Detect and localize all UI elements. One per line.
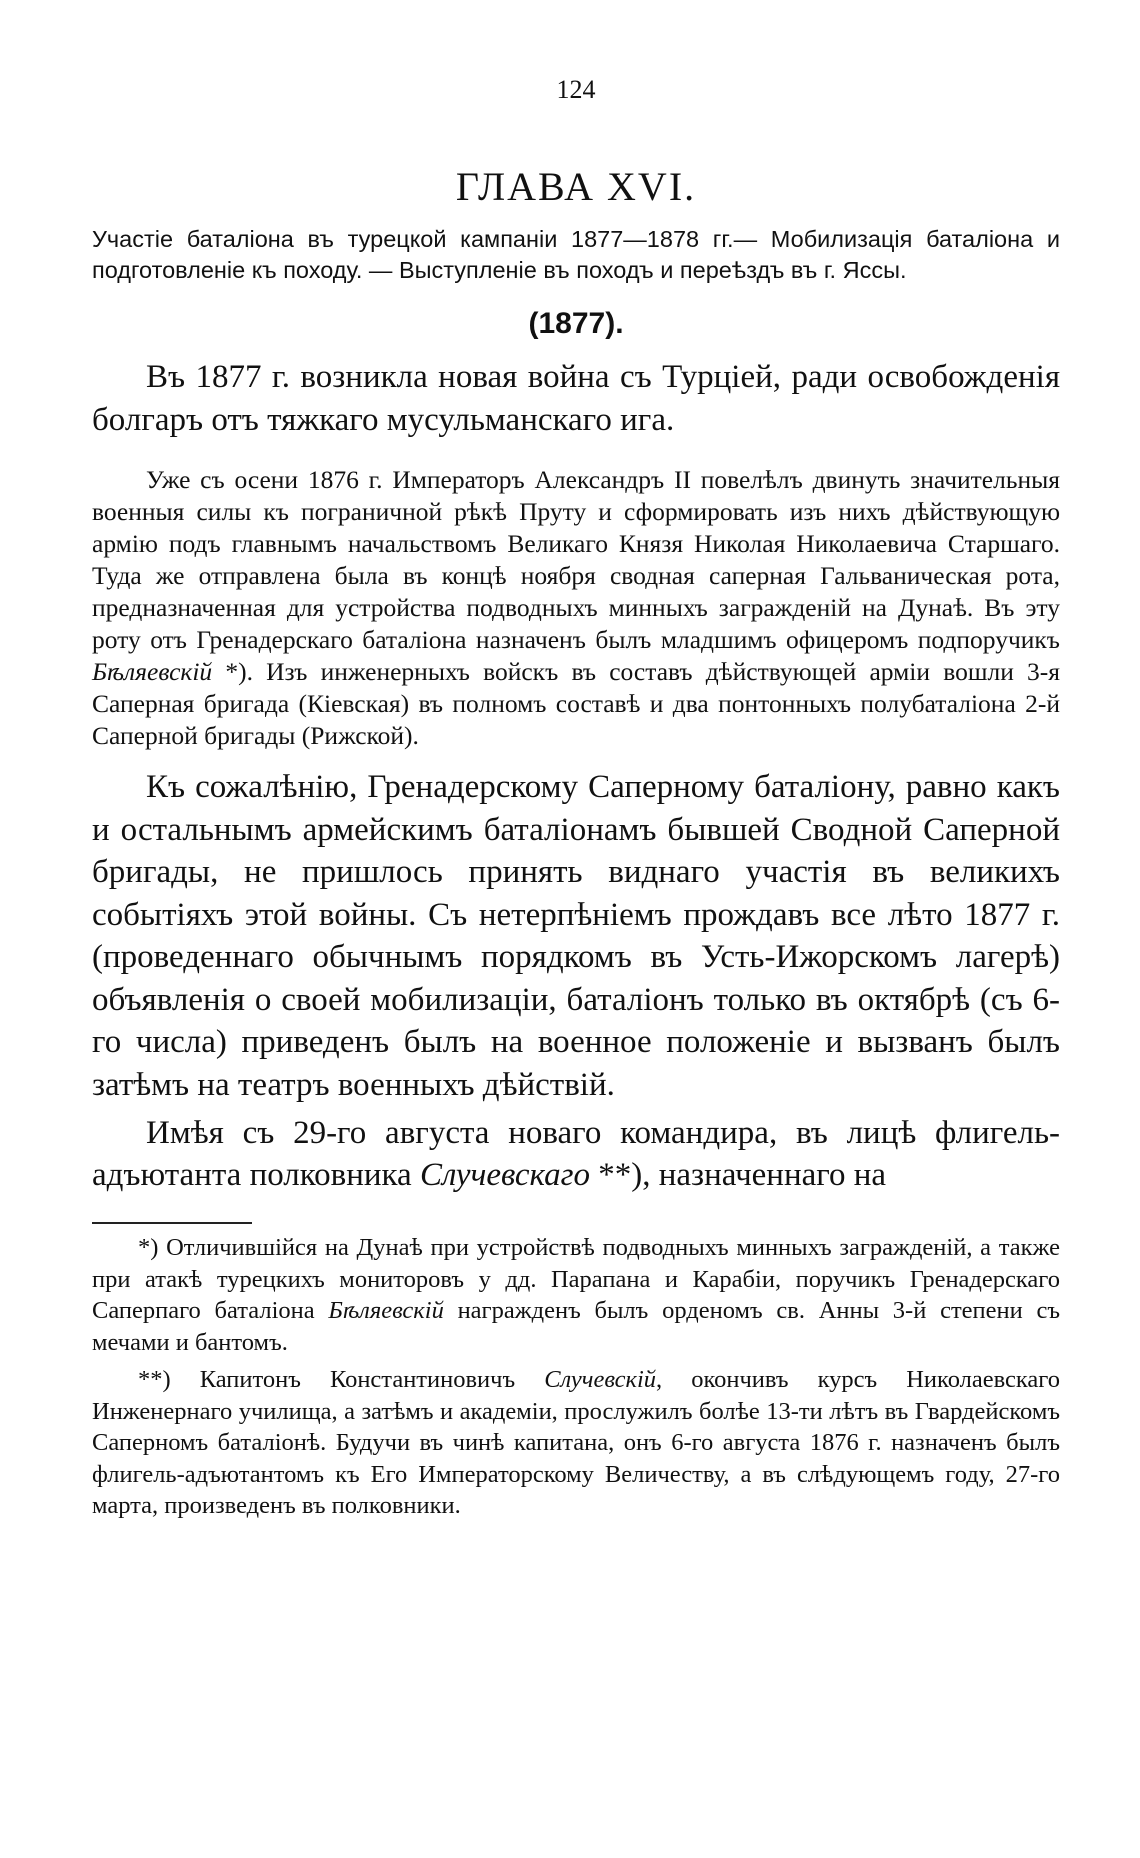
footnote-2	[92, 1364, 1060, 1522]
footnote-1-name: Бѣляевскій	[328, 1297, 444, 1324]
paragraph-4	[92, 1112, 1060, 1196]
chapter-subtitle: Участіе баталіона въ турецкой кампаніи 1877—1878 гг.— Мобилизація баталіона и подготовленіе къ походу. — Выступленіе въ походъ и переѣздъ въ г. Яссы.	[92, 226, 1060, 283]
paragraph-4-text-end: **), назначеннаго на	[590, 1157, 887, 1193]
year-heading: (1877).	[528, 307, 624, 340]
paragraph-2-text: Уже съ осени 1876 г. Императоръ Александръ II повелѣлъ двинуть значительныя военныя силы къ пограничной рѣкѣ Пруту и сформировать изъ нихъ дѣйствующую армію подъ главнымъ начальствомъ Великаго Князя Николая Николаевича Старшаго. Туда же отправлена была въ концѣ ноября сводная саперная Гальваническая рота, предназначенная для устройства подводныхъ минныхъ загражденій на Дунаѣ. Въ эту роту отъ Гренадерскаго баталіона назначенъ былъ младшимъ офицеромъ подпоручикъ	[92, 465, 1060, 654]
footnote-2-text-end: , окончивъ курсъ Николаевскаго Инженернаго училища, а затѣмъ и академіи, прослужилъ болѣе 13-ти лѣтъ въ Гвардейскомъ Саперномъ баталіонѣ. Будучи въ чинѣ капитана, онъ 6-го августа 1876 г. назначенъ былъ флигель-адъютантомъ къ Его Императорскому Величеству, а въ слѣдующемъ году, 27-го марта, произведенъ въ полковники.	[92, 1366, 1060, 1519]
paragraph-4-text: Имѣя съ 29-го августа новаго командира, въ лицѣ флигель-адъютанта полковника	[92, 1115, 1060, 1193]
footnote-1-text: *) Отличившійся на Дунаѣ при устройствѣ подводныхъ минныхъ загражденій, а также при атакѣ турецкихъ мониторовъ у дд. Парапана и Карабіи, поручикъ Гренадерскаго Саперпаго баталіона	[92, 1234, 1060, 1324]
footnote-2-text: **) Капитонъ Константиновичъ	[138, 1366, 516, 1393]
paragraph-2-text-end: *). Изъ инженерныхъ войскъ въ составъ дѣйствующей арміи вошли 3-я Саперная бригада (Кіевская) въ полномъ составѣ и два понтонныхъ полубаталіона 2-й Саперной бригады (Рижской).	[92, 657, 1060, 750]
page-number: 124	[556, 75, 596, 104]
paragraph-1: Въ 1877 г. возникла новая война съ Турціей, ради освобожденія болгаръ отъ тяжкаго мусульманскаго ига.	[92, 359, 1060, 438]
paragraph-3: Къ сожалѣнію, Гренадерскому Саперному баталіону, равно какъ и остальнымъ армейскимъ баталіонамъ бывшей Сводной Саперной бригады, не пришлось принять виднаго участія въ великихъ событіяхъ этой войны. Съ нетерпѣніемъ прождавъ все лѣто 1877 г. (проведеннаго обычнымъ порядкомъ въ Усть-Ижорскомъ лагерѣ) объявленія о своей мобилизаціи, баталіонъ только въ октябрѣ (съ 6-го числа) приведенъ былъ на военное положеніе и вызванъ былъ затѣмъ на театръ военныхъ дѣйствій.	[92, 769, 1060, 1103]
paragraph-2	[92, 464, 1060, 752]
name-belyaevsky: Бѣляевскій	[92, 657, 213, 686]
chapter-title: ГЛАВА XVI.	[455, 164, 697, 209]
book-page	[92, 70, 1060, 1522]
footnote-1-text-end: награжденъ былъ орденомъ св. Анны 3-й степени съ мечами и бантомъ.	[92, 1297, 1061, 1356]
footnote-2-name: Случевскій	[544, 1366, 657, 1393]
name-sluchevsky: Случевскаго	[419, 1157, 590, 1193]
footnote-divider	[92, 1222, 252, 1224]
footnote-1	[92, 1232, 1060, 1358]
